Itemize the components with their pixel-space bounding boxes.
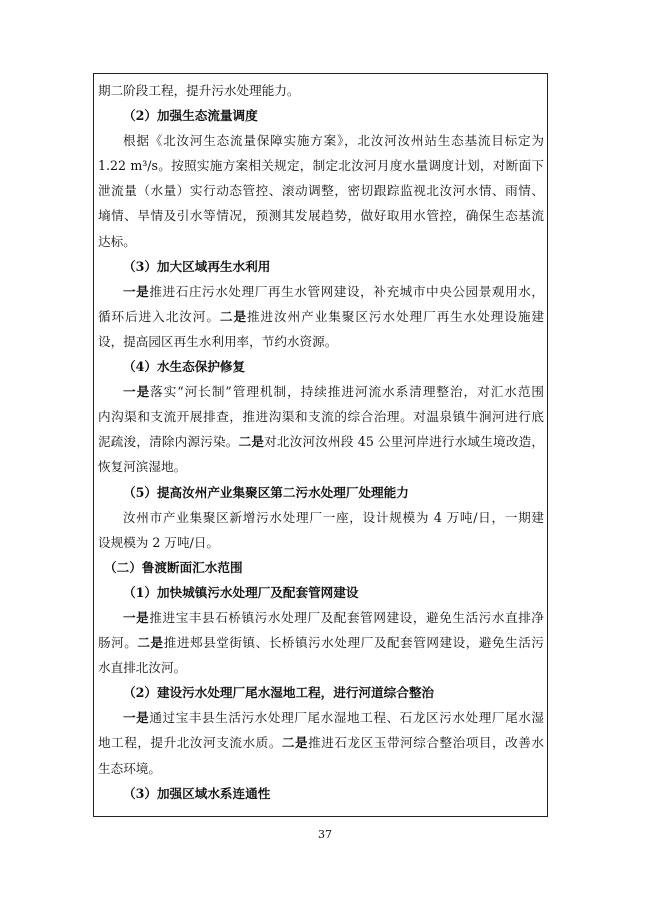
page-number: 37 [318,828,332,841]
section-heading: （2）加强生态流量调度 [123,108,258,124]
line-text: 落实“河长制”管理机制，持续推进河流水系清理整治，对汇水范围 [150,384,544,400]
line-text: 推进宝丰县石桥镇污水处理厂及配套管网建设，避免生活污水直排净 [149,609,544,625]
line-text: 对北汝河汝州段 45 公里河岸进行水域生境改造， [264,434,544,450]
para-line [98,379,544,404]
para-line: 内沟渠和支流开展排查，推进沟渠和支流的综合治理。对温泉镇牛涧河进行底 [98,409,544,425]
bold-lead: 二是 [238,434,265,450]
section-heading: （5）提高汝州产业集聚区第二污水处理厂处理能力 [123,484,409,500]
para-line: 生态环境。 [98,760,161,776]
para-line: 1.22 m³/s。按照实施方案相关规定，制定北汝河月度水量调度计划，对断面下 [98,158,544,174]
para-line: 墒情、旱情及引水等情况，预测其发展趋势，做好取用水管控，确保生态基流 [98,208,544,224]
para-line: 设规模为 2 万吨/日。 [98,534,220,550]
bold-lead: 一是 [123,609,150,625]
para-line [98,279,544,304]
para-line: 水直排北汝河。 [98,660,187,676]
para-line: 期二阶段工程，提升污水处理能力。 [98,83,300,98]
bold-lead: 二是 [281,735,309,751]
line-text: 泥疏浚，清除内源污染。 [98,434,239,450]
line-text: 推进石龙区玉带河综合整治项目，改善水 [308,735,544,751]
section-heading: （3）加大区域再生水利用 [123,258,271,274]
bold-lead: 一是 [123,384,151,400]
section-heading: （4）水生态保护修复 [123,359,246,375]
para-line [98,304,544,329]
para-line: 达标。 [98,233,136,249]
para-line [98,630,544,655]
line-text: 推进汝州产业集聚区污水处理厂再生水处理设施建 [247,308,544,324]
bold-lead: 一是 [123,283,150,299]
line-text: 肠河。 [98,635,138,651]
document-body [98,78,544,806]
line-text: 通过宝丰县生活污水处理厂尾水湿地工程、石龙区污水处理厂尾水湿 [149,710,544,726]
bold-lead: 二是 [137,635,164,651]
para-line: 恢复河滨湿地。 [98,459,187,475]
para-line: 汝州市产业集聚区新增污水处理厂一座，设计规模为 4 万吨/日，一期建 [123,509,544,525]
para-line [98,605,544,630]
para-line: 根据《北汝河生态流量保障实施方案》，北汝河汝州站生态基流目标定为 [123,133,544,149]
line-text: 推进郏县堂街镇、长桥镇污水处理厂及配套管网建设，避免生活污 [163,635,544,651]
line-text: 地工程，提升北汝河支流水质。 [98,735,282,751]
line-text: 循环后进入北汝河。 [98,308,220,324]
para-line [98,705,544,730]
line-text: 推进石庄污水处理厂再生水管网建设，补充城市中央公园景观用水， [149,283,544,299]
section-heading: （2）建设污水处理厂尾水湿地工程，进行河道综合整治 [123,685,435,701]
section-heading: （3）加强区域水系连通性 [123,785,271,801]
bold-lead: 二是 [219,308,247,324]
section-heading: （1）加快城镇污水处理厂及配套管网建设 [123,584,359,600]
para-line: 设，提高园区再生水利用率，节约水资源。 [98,333,338,349]
bold-lead: 一是 [123,710,150,726]
para-line [98,730,544,755]
section-heading: （二）鲁渡断面汇水范围 [104,559,243,575]
para-line: 泄流量（水量）实行动态管控、滚动调整，密切跟踪监视北汝河水情、雨情、 [98,183,544,199]
para-line [98,429,544,454]
